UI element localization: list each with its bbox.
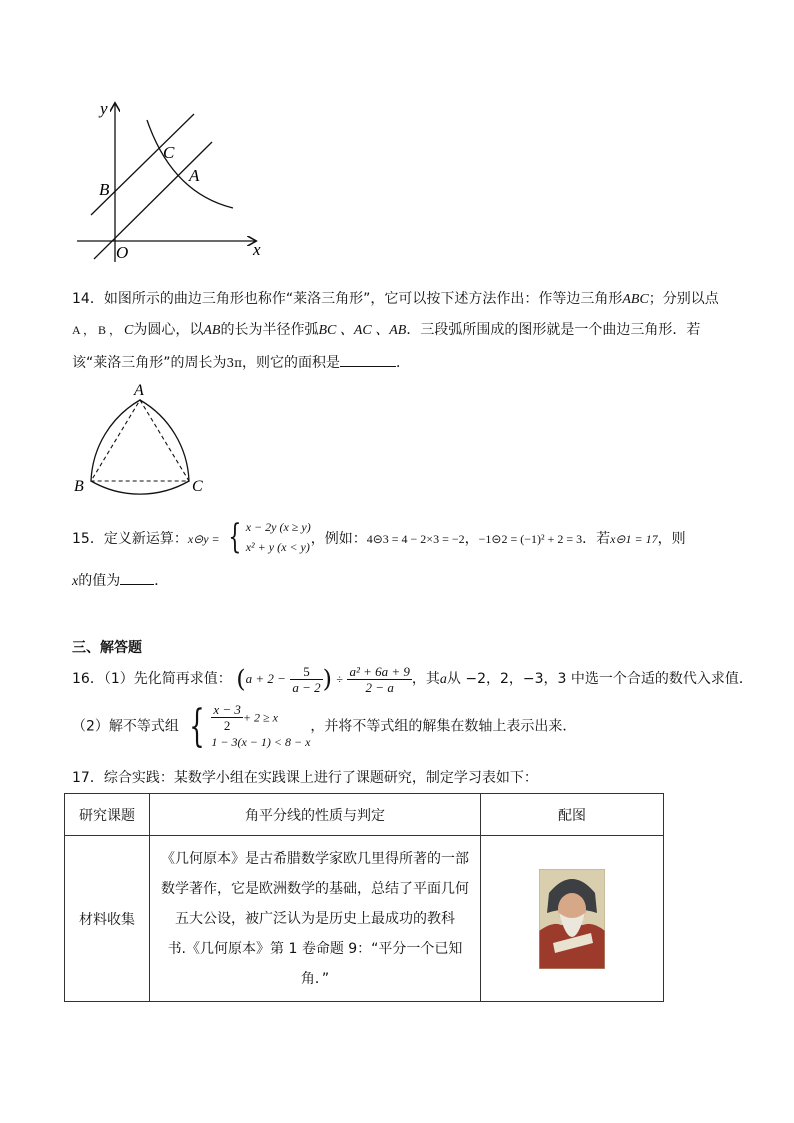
q17-intro: 17．综合实践：某数学小组在实践课上进行了课题研究，制定学习表如下： bbox=[72, 770, 538, 786]
point-c-label: C bbox=[163, 143, 175, 162]
q16-f2-den: 2 − a bbox=[365, 679, 394, 695]
q15-answer-blank[interactable] bbox=[120, 570, 154, 585]
q15-case-2: x² + y (x < y) bbox=[245, 540, 310, 554]
q16-f1-den: a − 2 bbox=[292, 679, 321, 695]
point-a-label: A bbox=[189, 166, 200, 185]
table-row-label: 材料收集 bbox=[65, 836, 150, 1002]
q15-example-1: 4⊝3 = 4 − 2×3 = −2 bbox=[366, 532, 465, 546]
material-line: 五大公设，被广泛认为是历史上最成功的教科 bbox=[175, 910, 455, 927]
q15-number: 15． bbox=[72, 531, 104, 547]
q14-line2: A ， B ， C为圆心，以AB的长为半径作弧BC 、AC 、AB．三段弧所围成的图形就是一个曲边三角形．若 bbox=[72, 322, 701, 338]
q16-post: ，其 bbox=[411, 671, 440, 687]
q15-var: x bbox=[72, 574, 79, 589]
q16-f2-num: a² + 6a + 9 bbox=[349, 663, 410, 679]
q14-text-3b: ，则它的面积是 bbox=[242, 355, 341, 371]
q14-perimeter: 3π bbox=[226, 356, 243, 370]
axis-x-label: x bbox=[253, 240, 261, 259]
q14-ab: AB bbox=[203, 323, 221, 338]
q14-answer-blank[interactable] bbox=[340, 352, 396, 367]
q16-div: ÷ bbox=[336, 672, 344, 686]
q16-ineq1-rest: + 2 ≥ x bbox=[242, 710, 278, 725]
q16-var: a bbox=[439, 672, 447, 687]
euclid-portrait bbox=[539, 869, 605, 969]
q14-text-2c: ．三段弧所围成的图形就是一个曲边三角形．若 bbox=[406, 322, 701, 338]
table-row bbox=[65, 836, 664, 1002]
q15-example-2: −1⊝2 = (−1)² + 2 = 3 bbox=[478, 532, 583, 546]
q15-text-2: 的值为 bbox=[78, 573, 121, 589]
q14-text-2b: 的长为半径作弧 bbox=[220, 322, 319, 338]
study-table bbox=[64, 793, 664, 1002]
table-header-subject: 角平分线的性质与判定 bbox=[150, 794, 481, 836]
q15-line2 bbox=[72, 570, 168, 592]
table-row-figure-cell bbox=[481, 836, 664, 1002]
q15-text-pre: 定义新运算： bbox=[103, 531, 188, 547]
section-heading: 三、解答题 bbox=[72, 640, 142, 656]
q15-line1: 15．定义新运算：x⊝y = { x − 2y (x ≥ y) x² + y (x < y) ，例如：4⊝3 = 4 − 2×3 = −2，−1⊝2 = (−1)² + 2 = 3．若x⊝1 = 17，则 bbox=[72, 517, 686, 557]
q16-post2: 从 −2，2，−3，3 中选一个合适的数代入求值． bbox=[446, 671, 753, 687]
q14-text-3a: 该“莱洛三角形”的周长为 bbox=[72, 355, 227, 371]
q16-f1-num: 5 bbox=[290, 664, 322, 680]
coordinate-figure bbox=[72, 98, 272, 268]
vertex-c-label: C bbox=[192, 478, 203, 495]
q16-part2-label: （2）解不等式组 bbox=[72, 718, 179, 735]
reuleaux-triangle-figure bbox=[70, 378, 220, 498]
q16-inequality-system: { $\frac{x - 3}{2}$ + 2 ≥ x 1 − 3(x − 1) < 8 − x bbox=[189, 700, 311, 752]
q14-line1 bbox=[72, 289, 719, 310]
q16-ineq1-den: 2 bbox=[223, 718, 231, 733]
q14-arcs: BC 、AC 、AB bbox=[318, 323, 407, 338]
table-header-topic: 研究课题 bbox=[65, 794, 150, 836]
inner-triangle bbox=[91, 400, 189, 481]
q15-example-pre: ，例如： bbox=[310, 531, 367, 547]
q15-cond-post: ，则 bbox=[657, 531, 686, 547]
line-through-b bbox=[91, 114, 194, 215]
table-row-material bbox=[150, 836, 481, 1002]
material-line: 数学著作，它是欧洲数学的基础，总结了平面几何 bbox=[161, 880, 469, 897]
q16-fraction-1 bbox=[290, 664, 322, 695]
table-header-row bbox=[65, 794, 664, 836]
q15-operator: x⊝y = bbox=[187, 532, 220, 546]
q16-ineq1-num: x − 3 bbox=[213, 702, 241, 717]
q15-end: ． bbox=[154, 573, 169, 589]
q16-ineq2: 1 − 3(x − 1) < 8 − x bbox=[211, 735, 311, 749]
q15-cond-pre: ．若 bbox=[582, 531, 611, 547]
q16-line1: 16．（1）先化简再求值： (a + 2 − $\frac{5}{a - 2}$ ) ÷ $\frac{\text{a² + 6a + 9}}{2 - a}$ ，其a从 −2，2，−3，3 中选一个合适的数代入求值． bbox=[72, 663, 753, 695]
q15-case-1: x − 2y (x ≥ y) bbox=[245, 520, 311, 534]
q16-line2 bbox=[72, 702, 576, 751]
q14-text-1: 如图所示的曲边三角形也称作“莱洛三角形”，它可以按下述方法作出：作等边三角形 bbox=[103, 291, 623, 307]
reuleaux-outline bbox=[91, 400, 189, 494]
q16-part1-label: 16．（1）先化简再求值： bbox=[72, 671, 232, 687]
q14-text-1b: ；分别以点 bbox=[648, 291, 719, 307]
q15-condition: x⊝1 = 17 bbox=[610, 532, 658, 546]
material-line: 《几何原本》是古希腊数学家欧几里得所著的一部 bbox=[161, 850, 469, 867]
material-line: 书.《几何原本》第 1 卷命题 9：“平分一个已知 bbox=[167, 940, 463, 957]
q15-piecewise: { x − 2y (x ≥ y) x² + y (x < y) bbox=[228, 517, 311, 557]
q14-number: 14． bbox=[72, 291, 104, 307]
vertex-b-label: B bbox=[74, 478, 84, 495]
axis-y-label: y bbox=[100, 99, 108, 118]
vertex-a-label: A bbox=[134, 382, 144, 399]
material-line: 角．” bbox=[300, 970, 330, 987]
origin-label: O bbox=[116, 243, 129, 262]
q14-text-2a: 为圆心，以 bbox=[133, 322, 204, 338]
q16-fraction-2 bbox=[347, 664, 411, 695]
table-header-figure: 配图 bbox=[481, 794, 664, 836]
q14-end: ． bbox=[396, 355, 411, 371]
q14-line3 bbox=[72, 352, 410, 373]
point-b-label: B bbox=[99, 180, 110, 199]
q14-triangle-name: ABC bbox=[622, 292, 649, 307]
q16-expr-a: a + 2 − bbox=[245, 671, 286, 686]
q16-part2-post: ，并将不等式组的解集在数轴上表示出来． bbox=[310, 718, 577, 735]
